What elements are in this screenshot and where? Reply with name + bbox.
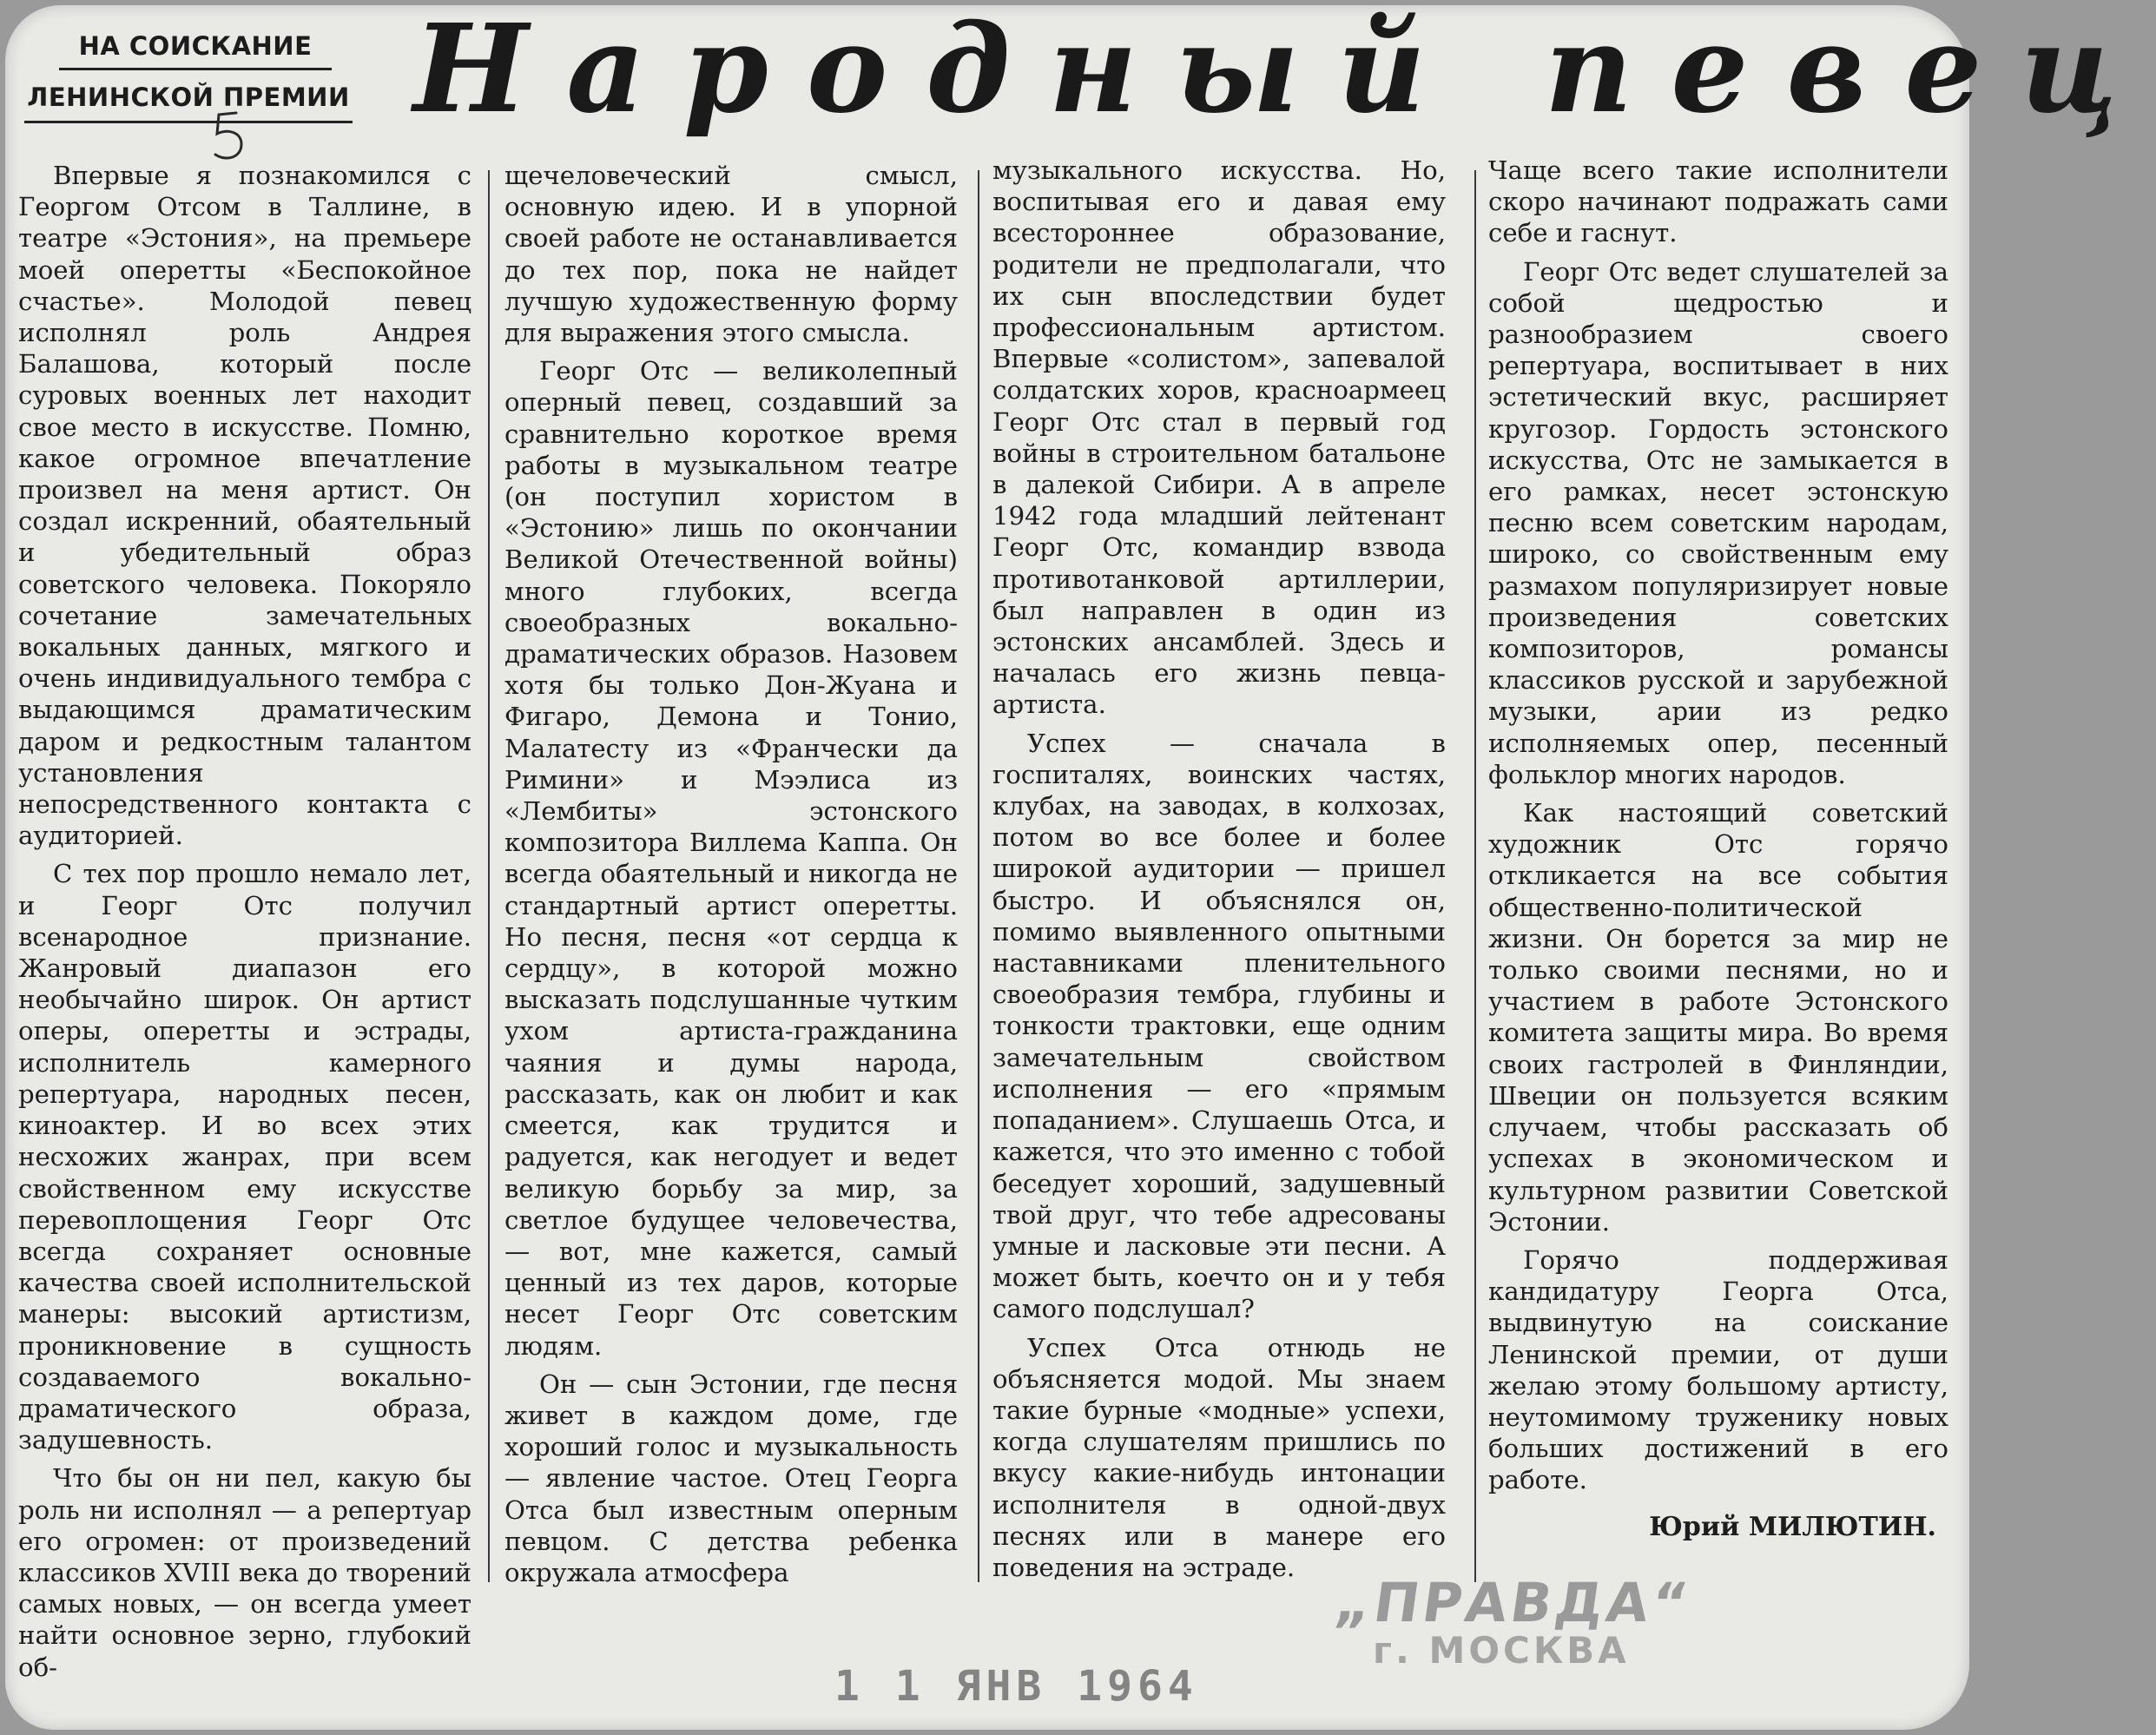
- article-column-1: [18, 160, 471, 1683]
- paragraph: Он — сын Эстонии, где песня живет в каждом доме, где хороший голос и музыкальность — явление частое. Отец Георга Отса был известным оперным певцом. С детства ребенка окружала атмосфера: [504, 1369, 958, 1587]
- paragraph: Чаще всего такие исполнители скоро начинают подражать сами себе и гаснут.: [1488, 155, 1948, 248]
- paragraph: Впервые я познакомился с Георгом Отсом в Таллине, в театре «Эстония», на премьере моей оперетты «Беспокойное счастье». Молодой певец исполнял роль Андрея Балашова, который после суровых военных лет находит свое место в искусстве. Помню, какое огромное впечатление произвел на меня артист. Он создал искренний, обаятельный и убедительный образ советского человека. Покоряло сочетание замечательных вокальных данных, мягкого и очень индивидуального тембра с выдающимся драматическим даром и редкостным талантом установления непосредственного контакта с аудиторией.: [18, 161, 471, 851]
- paragraph: С тех пор прошло немало лет, и Георг Отс получил всенародное признание. Жанровый диапазон его необычайно широк. Он артист оперы, оперетты и эстрады, исполнитель камерного репертуара, народных песен, киноактер. И во всех этих несхожих жанрах, при всем свойственном ему искусстве перевоплощения Георг Отс всегда сохраняет основные качества своей исполнительской манеры: высокий артистизм, проникновение в сущность создаваемого вокально-драматического образа, задушевность.: [18, 859, 471, 1455]
- newspaper-stamp-title: „ПРАВДА“: [1330, 1571, 1696, 1634]
- column-divider: [488, 170, 490, 1582]
- kicker-line-2: ЛЕНИНСКОЙ ПРЕМИИ: [24, 82, 353, 123]
- article-headline: Народный певец: [413, 0, 2156, 141]
- date-stamp: 1 1 ЯНВ 1964: [834, 1662, 1198, 1711]
- author-signature: Юрий МИЛЮТИН.: [1649, 1511, 1936, 1542]
- paragraph: Успех — сначала в госпиталях, воинских частях, клубах, на заводах, в колхозах, потом во все более и более широкой аудитории — пришел быстро. И объяснялся он, помимо выявленного опытными наставниками пленительного своеобразия тембра, глубины и тонкости трактовки, еще одним замечательным свойством исполнения — его «прямым попаданием». Слушаешь Отса, и кажется, что это именно с тобой беседует хороший, задушевный твой друг, что тебе адресованы умные и ласковые эти песни. А может быть, коечто он и у тебя самого подслушал?: [992, 728, 1446, 1324]
- column-divider: [1474, 170, 1476, 1582]
- article-column-2: [504, 160, 958, 1588]
- article-column-3: [992, 155, 1446, 1583]
- kicker-line-1: НА СОИСКАНИЕ: [59, 31, 332, 70]
- paragraph: Георг Отс ведет слушателей за собой щедростью и разнообразием своего репертуара, воспитывает в них эстетический вкус, расширяет кругозор. Гордость эстонского искусства, Отс не замыкается в его рамках, несет эстонскую песню всем советским народам, широко, со свойственным ему размахом популяризирует новые произведения советских композиторов, романсы классиков русской и зарубежной музыки, арии из редко исполняемых опер, песенный фольклор многих народов.: [1488, 256, 1948, 789]
- paragraph: Успех Отса отнюдь не объясняется модой. Мы знаем такие бурные «модные» успехи, когда слушателям пришлись по вкусу какие-нибудь интонации исполнителя в одной-двух песнях или в манере его поведения на эстраде.: [992, 1332, 1446, 1582]
- paragraph: Горячо поддерживая кандидатуру Георга Отса, выдвинутую на соискание Ленинской премии, от души желаю этому большому артисту, неутомимому труженику новых больших достижений в его работе.: [1488, 1244, 1948, 1495]
- newspaper-clipping: [5, 0, 2156, 1730]
- rubric-kicker: [24, 31, 353, 123]
- paragraph: Георг Отс — великолепный оперный певец, создавший за сравнительно короткое время работы в музыкальном театре (он поступил хористом в «Эстонию» лишь по окончании Великой Отечественной войны) много глубоких, всегда своеобразных вокально-драматических образов. Назовем хотя бы только Дон-Жуана и Фигаро, Демона и Тонио, Малатесту из «Франчески да Римини» и Мээлиса из «Лембиты» эстонского композитора Виллема Каппа. Он всегда обаятельный и никогда не стандартный артист оперетты. Но песня, песня «от сердца к сердцу», в которой можно высказать подслушанные чутким ухом артиста-гражданина чаяния и думы народа, рассказать, как он любит и как смеется, как трудится и радуется, как негодует и ведет великую борьбу за мир, за светлое будущее человечества, — вот, мне кажется, самый ценный из тех даров, которые несет Георг Отс советским людям.: [504, 356, 958, 1361]
- newspaper-stamp-city: г. МОСКВА: [1373, 1629, 1630, 1672]
- paragraph: Что бы он ни пел, какую бы роль ни исполнял — а репертуар его огромен: от произведений классиков XVIII века до творений самых новых, — он всегда умеет найти основное зерно, глубокий об-: [18, 1463, 471, 1682]
- paragraph: музыкального искусства. Но, воспитывая его и давая ему всестороннее образование, родители не предполагали, что их сын впоследствии будет профессиональным артистом. Впервые «солистом», запевалой солдатских хоров, красноармеец Георг Отс стал в первый год войны в строительном батальоне в далекой Сибири. А в апреле 1942 года младший лейтенант Георг Отс, командир взвода противотанковой артиллерии, был направлен в один из эстонских ансамблей. Здесь и началась его жизнь певца-артиста.: [992, 155, 1446, 720]
- column-divider: [978, 170, 979, 1582]
- paragraph: щечеловеческий смысл, основную идею. И в упорной своей работе не останавливается до тех пор, пока не найдет лучшую художественную форму для выражения этого смысла.: [504, 161, 958, 348]
- article-column-4: [1488, 155, 1948, 1543]
- paragraph: Как настоящий советский художник Отс горячо откликается на все события общественно-политической жизни. Он борется за мир не только своими песнями, но и участием в работе Эстонского комитета защиты мира. Во время своих гастролей в Финляндии, Швеции он пользуется всяким случаем, чтобы рассказать об успехах в экономическом и культурном развитии Советской Эстонии.: [1488, 798, 1948, 1237]
